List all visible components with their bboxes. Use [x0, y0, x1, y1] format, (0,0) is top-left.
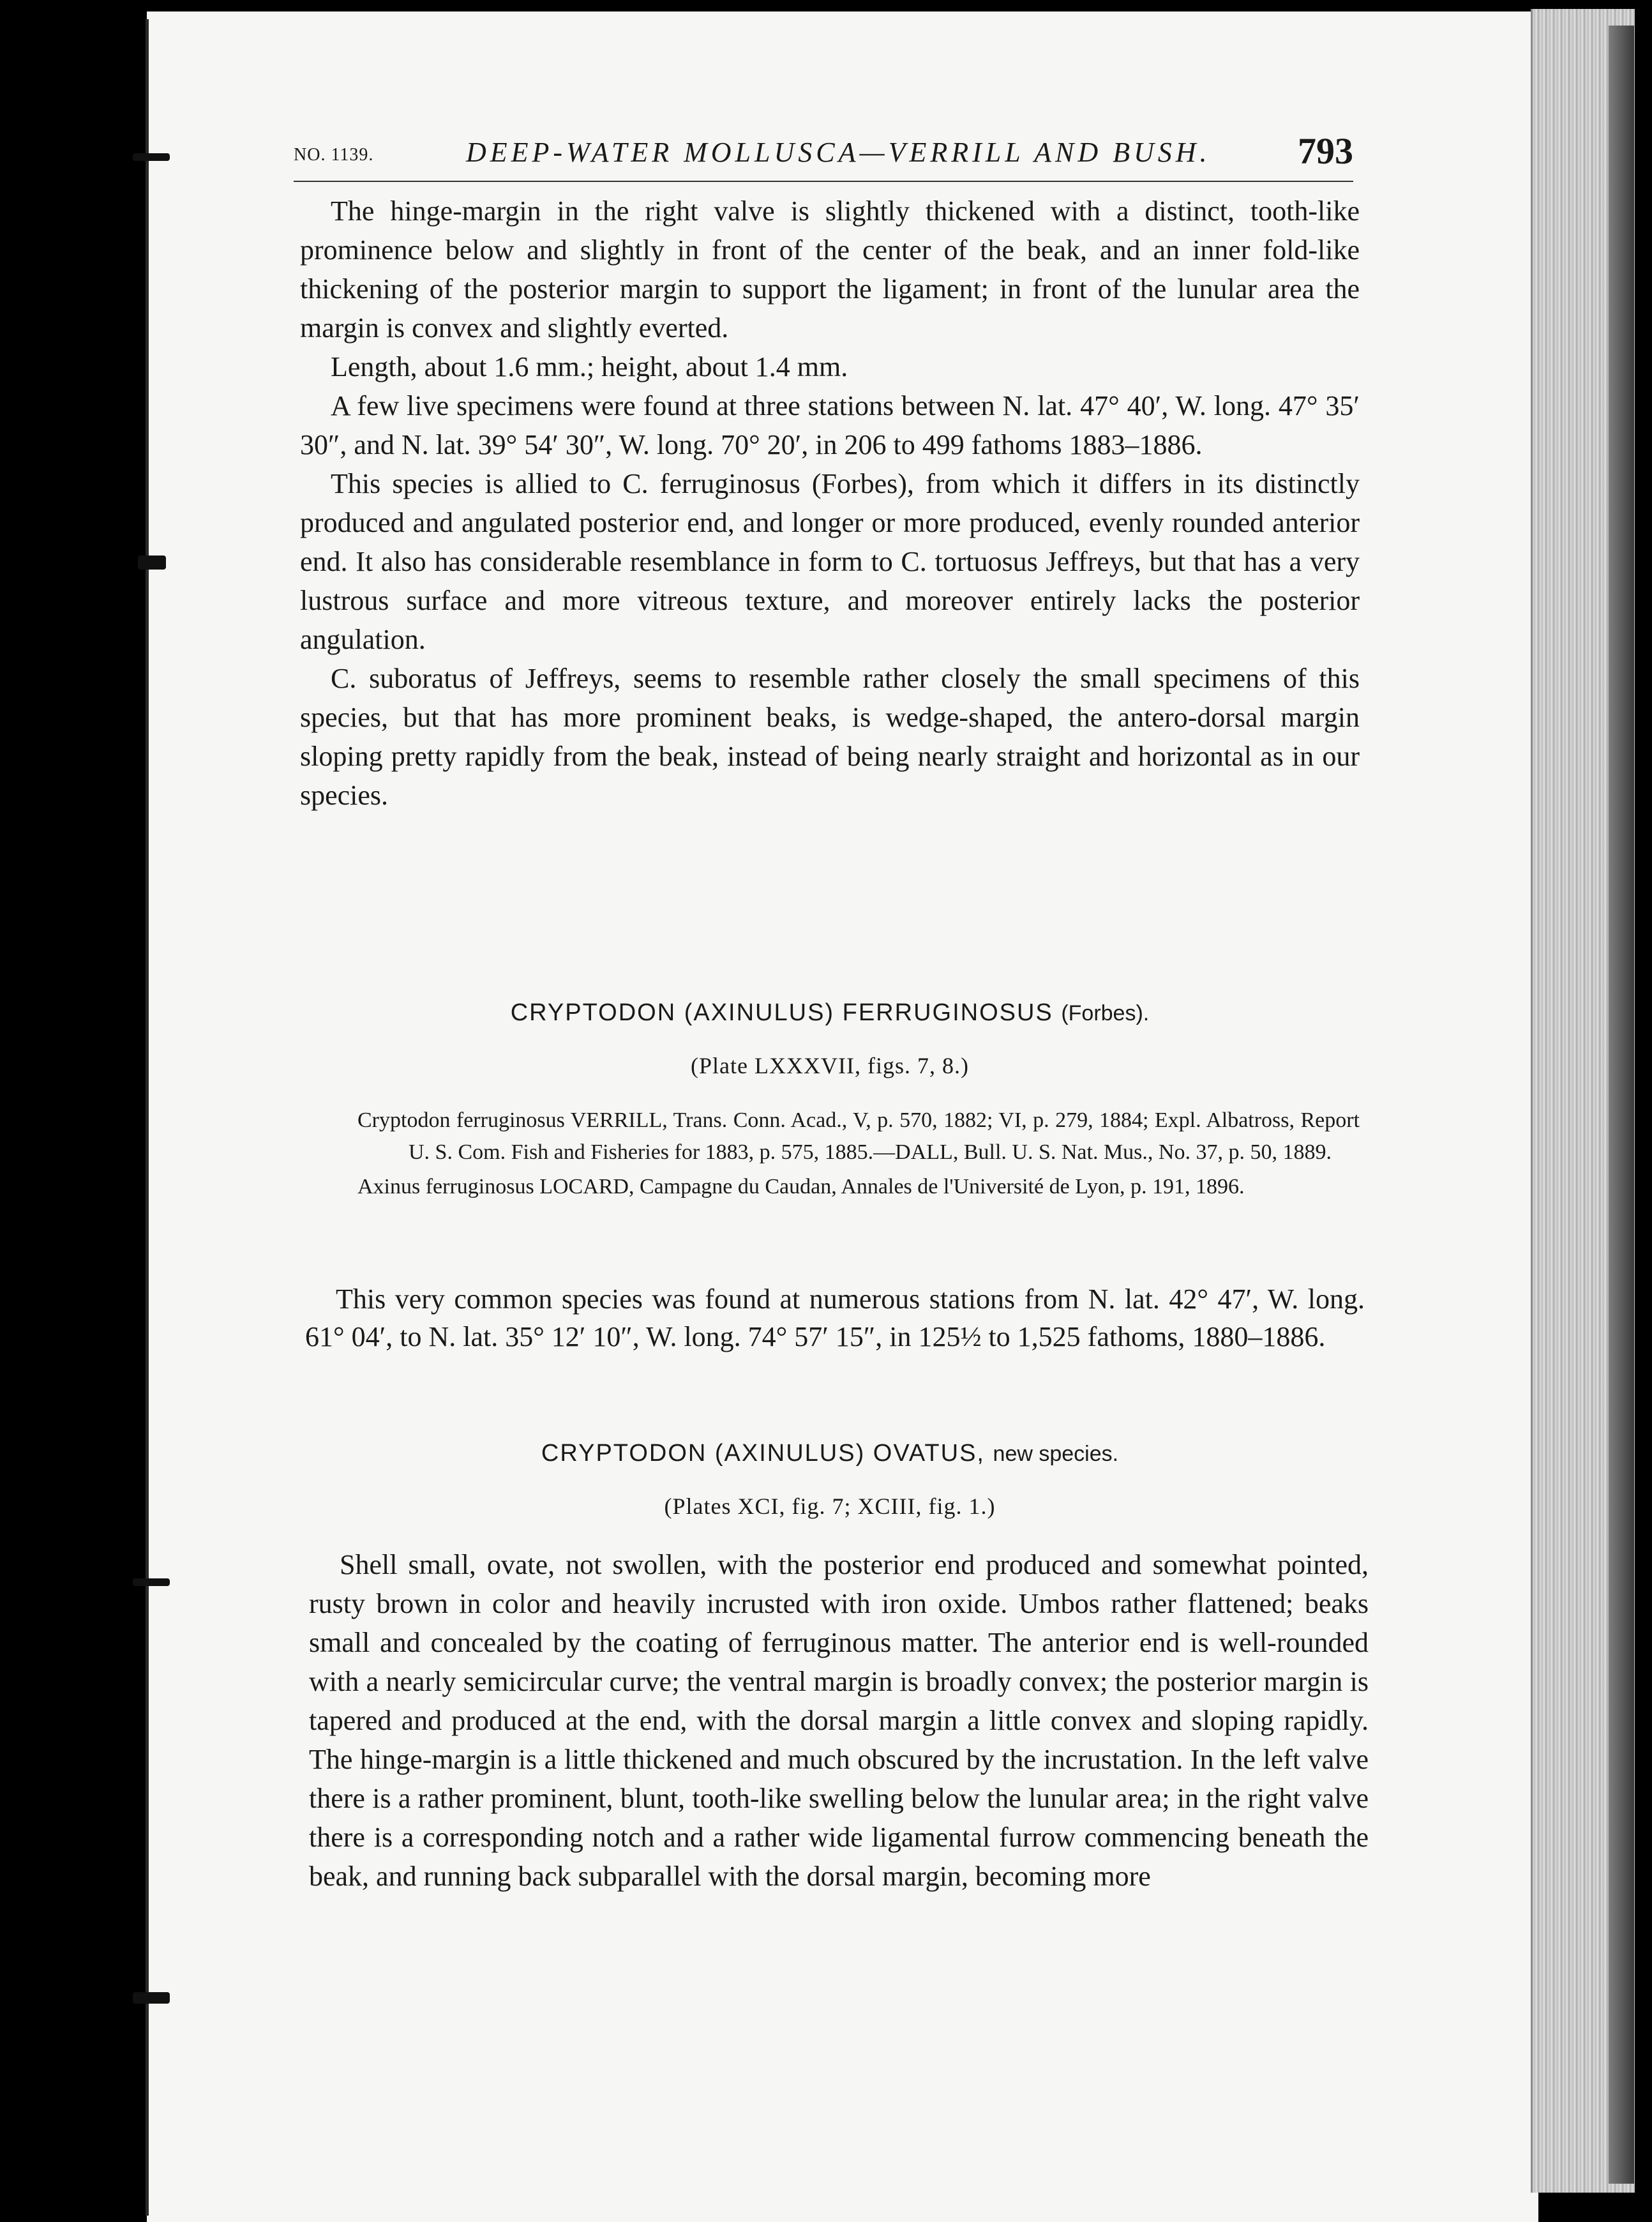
species-heading	[300, 1440, 1360, 1467]
species-heading	[300, 999, 1360, 1027]
paragraph: C. suboratus of Jeffreys, seems to resemble rather closely the small specimens of this species, but that has more prominent beaks, is wedge-shaped, the antero-dorsal margin sloping pretty rapidly from the beak, instead of being nearly straight and horizontal as in our species.	[300, 663, 1360, 811]
binding-mark	[138, 556, 166, 570]
book-edge-shadow	[1609, 26, 1634, 2184]
plate-reference: (Plate LXXXVII, figs. 7, 8.)	[691, 1053, 969, 1078]
species-description	[305, 1280, 1365, 1356]
binding-mark	[133, 1992, 170, 2004]
species-name: CRYPTODON (AXINULUS) FERRUGINOSUS	[510, 999, 1053, 1026]
plate-reference: (Plates XCI, fig. 7; XCIII, fig. 1.)	[664, 1493, 996, 1519]
species-description	[309, 1545, 1369, 1896]
synonymy-entry: Axinus ferruginosus LOCARD, Campagne du Caudan, Annales de l'Université de Lyon, p. 191, 1896.	[357, 1175, 1245, 1198]
species-author: (Forbes).	[1061, 1001, 1150, 1025]
binding-mark	[133, 1578, 170, 1586]
paragraph: This very common species was found at numerous stations from N. lat. 42° 47′, W. long. 61° 04′, to N. lat. 35° 12′ 10″, W. long. 74° 57′ 15″, in 125½ to 1,525 fathoms, 1880–1886.	[305, 1283, 1365, 1352]
issue-number: NO. 1139.	[294, 145, 374, 165]
paragraph: The hinge-margin in the right valve is slightly thickened with a distinct, tooth-like prominence below and slightly in front of the center of the beak, and an inner fold-like thickening of the posterior margin to support the ligament; in front of the lunular area the margin is convex and slightly everted.	[300, 195, 1360, 344]
running-title: DEEP-WATER MOLLUSCA—VERRILL AND BUSH.	[466, 137, 1211, 168]
paragraph: Length, about 1.6 mm.; height, about 1.4 mm.	[331, 351, 848, 382]
synonymy-list	[357, 1105, 1360, 1205]
paragraph: Shell small, ovate, not swollen, with the posterior end produced and somewhat pointed, rusty brown in color and heavily incrusted with iron oxide. Umbos rather flattened; beaks small and concealed by the coating of ferruginous matter. The anterior end is well-rounded with a nearly semicircular curve; the ventral margin is broadly convex; the posterior margin is tapered and produced at the end, with the dorsal margin a little convex and sloping rapidly. The hinge-margin is a little thickened and much obscured by the incrustation. In the left valve there is a rather prominent, blunt, tooth-like swelling below the lunular area; in the right valve there is a corresponding notch and a rather wide ligamental furrow commencing beneath the beak, and running back subparallel with the dorsal margin, becoming more	[309, 1549, 1369, 1892]
header-rule	[294, 181, 1353, 182]
binding-line	[146, 19, 149, 2216]
text-block-continued	[300, 192, 1360, 815]
species-author: new species.	[993, 1442, 1119, 1466]
running-header	[294, 131, 1353, 176]
page-number: 793	[1298, 130, 1353, 172]
species-name: CRYPTODON (AXINULUS) OVATUS,	[541, 1440, 985, 1467]
paragraph: This species is allied to C. ferruginosus (Forbes), from which it differs in its distinctly produced and angulated posterior end, and longer or more produced, evenly rounded anterior end. It also has considerable resemblance in form to C. tortuosus Jeffreys, but that has a very lustrous surface and more vitreous texture, and moreover entirely lacks the posterior angulation.	[300, 468, 1360, 655]
binding-mark	[133, 153, 170, 161]
synonymy-entry: Cryptodon ferruginosus VERRILL, Trans. Conn. Acad., V, p. 570, 1882; VI, p. 279, 1884; Expl. Albatross, Report U. S. Com. Fish and Fisheries for 1883, p. 575, 1885.—DALL, Bull. U. S. Nat. Mus., No. 37, p. 50, 1889.	[357, 1108, 1360, 1164]
paragraph: A few live specimens were found at three stations between N. lat. 47° 40′, W. long. 47° 35′ 30″, and N. lat. 39° 54′ 30″, W. long. 70° 20′, in 206 to 499 fathoms 1883–1886.	[300, 390, 1360, 460]
